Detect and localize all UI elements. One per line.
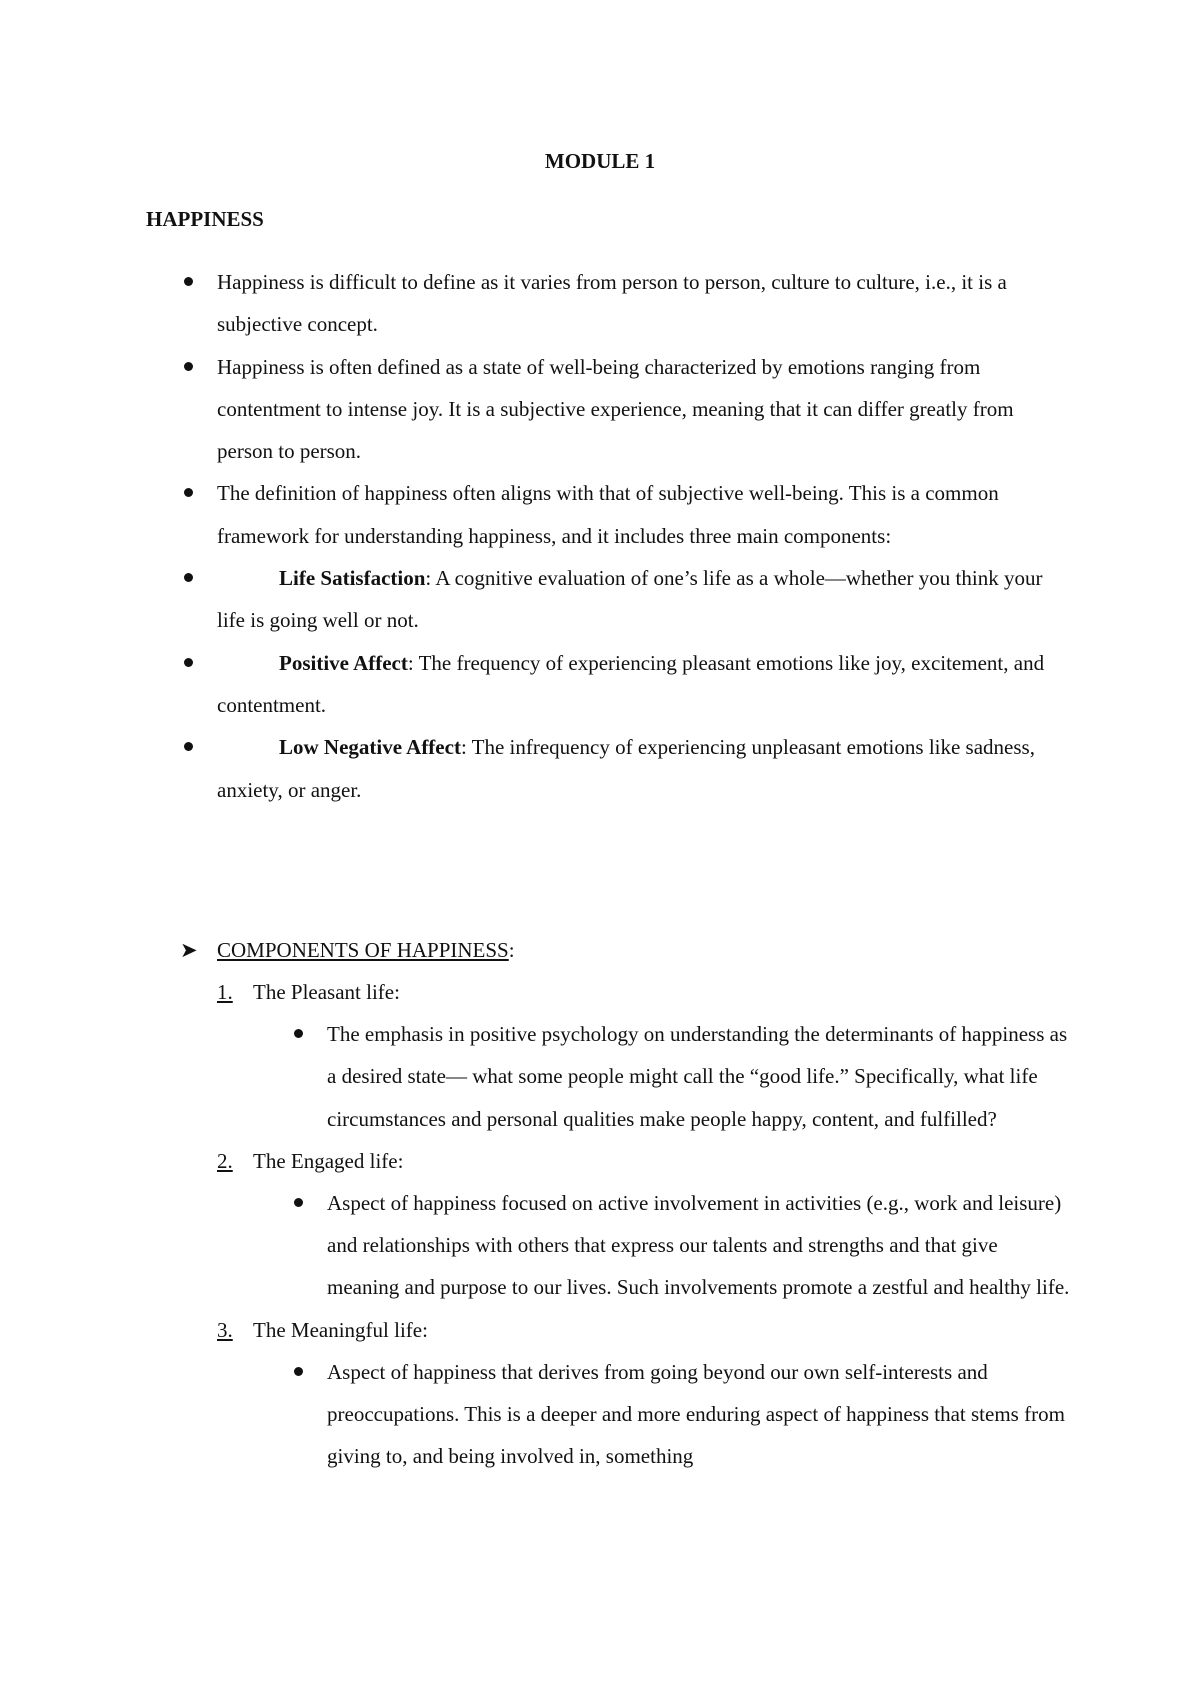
components-heading-colon: :	[508, 938, 515, 962]
bullet-term: Low Negative Affect	[279, 735, 461, 760]
bullet-dot-icon	[184, 573, 193, 582]
sub-bullet-item	[0, 1182, 1200, 1309]
sub-bullet-list	[0, 1351, 1200, 1478]
sub-bullet-list	[0, 1182, 1200, 1309]
bullet-dot-icon	[184, 362, 193, 371]
item-label: The Meaningful life:	[253, 1317, 428, 1342]
sub-bullet-text: The emphasis in positive psychology on understanding the determinants of happiness as a desired state— what some people might call the “good life.” Specifically, what life circumstances and personal qualities make people happy, content, and fulfilled?	[327, 1022, 1068, 1131]
bullet-dot-icon	[184, 742, 193, 751]
bullet-dot-icon	[184, 488, 193, 497]
bullet-text: Happiness is often defined as a state of well-being characterized by emotions ranging from contentment to intense joy. It is a subjective experience, meaning that it can differ greatly from person to person.	[217, 354, 1014, 464]
sub-bullet-item	[0, 1013, 1200, 1140]
numbered-item-engaged-life	[0, 1140, 1200, 1182]
arrow-bullet-icon: ➤	[180, 938, 198, 962]
item-number: 3.	[217, 1317, 233, 1342]
item-number: 1.	[217, 980, 233, 1004]
components-heading	[0, 929, 1200, 971]
sub-bullet-list	[0, 1013, 1200, 1140]
bullet-item	[0, 261, 1200, 346]
bullet-item-life-satisfaction	[0, 557, 1200, 642]
item-label: The Pleasant life:	[253, 980, 400, 1004]
bullet-text: : A cognitive evaluation of one’s life as a whole—whether you think your life is going well or not.	[217, 566, 1043, 633]
bullet-item-low-negative-affect	[0, 726, 1200, 811]
bullet-term: Positive Affect	[279, 650, 408, 675]
section-heading-happiness: HAPPINESS	[146, 207, 264, 231]
sub-bullet-text: Aspect of happiness that derives from going beyond our own self-interests and preoccupations. This is a deeper and more enduring aspect of happiness that stems from giving to, and being involved in, something	[327, 1359, 1065, 1469]
sub-bullet-text: Aspect of happiness focused on active involvement in activities (e.g., work and leisure) and relationships with others that express our talents and strengths and that give meaning and purpose to our lives. Such involvements promote a zestful and healthy life.	[327, 1190, 1070, 1300]
components-heading-text: COMPONENTS OF HAPPINESS	[217, 938, 509, 962]
bullet-term: Life Satisfaction	[279, 566, 426, 591]
numbered-item-pleasant-life	[0, 971, 1200, 1013]
bullet-text: : The frequency of experiencing pleasant emotions like joy, excitement, and contentment.	[217, 650, 1045, 717]
numbered-item-meaningful-life	[0, 1309, 1200, 1351]
bullet-item	[0, 472, 1200, 557]
happiness-bullet-list	[0, 261, 1200, 811]
item-number: 2.	[217, 1148, 233, 1173]
bullet-item	[0, 346, 1200, 473]
bullet-dot-icon	[294, 1029, 303, 1038]
bullet-text: Happiness is difficult to define as it varies from person to person, culture to culture, i.e., it is a subjective concept.	[217, 270, 1007, 337]
bullet-dot-icon	[184, 277, 193, 286]
bullet-dot-icon	[184, 658, 193, 667]
bullet-item-positive-affect	[0, 642, 1200, 727]
bullet-text: The definition of happiness often aligns with that of subjective well-being. This is a common framework for understanding happiness, and it includes three main components:	[217, 481, 999, 548]
bullet-text: : The infrequency of experiencing unpleasant emotions like sadness, anxiety, or anger.	[217, 735, 1035, 802]
sub-bullet-item	[0, 1351, 1200, 1478]
bullet-dot-icon	[294, 1367, 303, 1376]
components-section	[0, 929, 1200, 1478]
module-title: MODULE 1	[544, 149, 656, 173]
item-label: The Engaged life:	[253, 1148, 404, 1173]
bullet-dot-icon	[294, 1198, 303, 1207]
